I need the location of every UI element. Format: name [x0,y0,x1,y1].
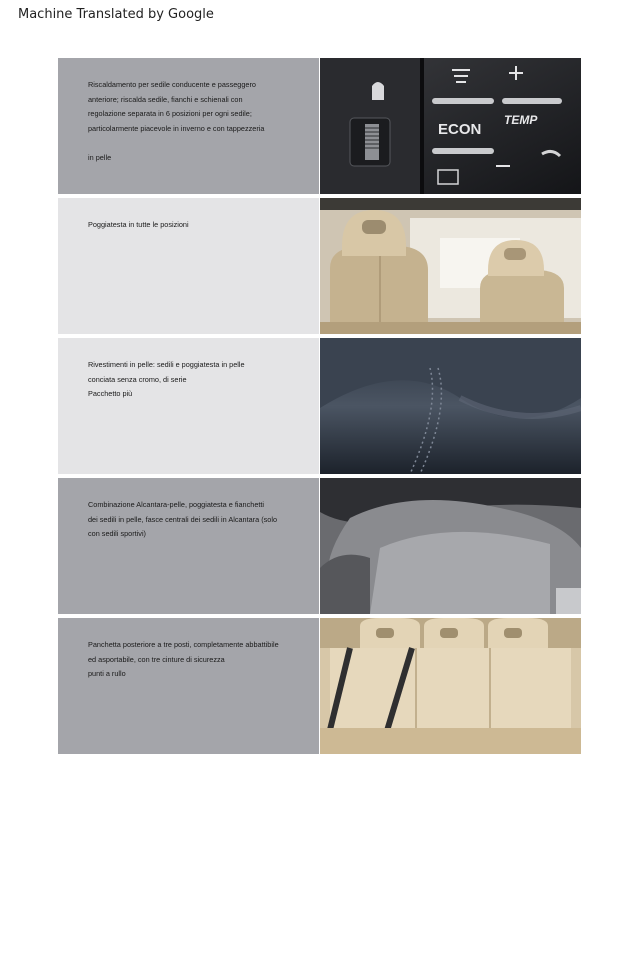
headrests-photo [320,198,581,334]
text-panel [58,618,319,754]
text-panel [58,58,319,194]
description-line: Panchetta posteriore a tre posti, completamente abbattibile [88,640,279,649]
econ-label: ECON [438,121,482,138]
temp-label: TEMP [504,113,538,127]
feature-description [88,638,303,682]
leather-stitching-photo [320,338,581,474]
feature-description [88,358,303,402]
description-line: anteriore; riscalda sedile, fianchi e schienali con [88,94,243,104]
description-line: regolazione separata in 6 posizioni per ogni sedile; [88,109,252,119]
feature-description [88,78,303,166]
description-line: Poggiatesta in tutte le posizioni [88,220,189,229]
description-line: Riscaldamento per sedile conducente e passeggero [88,80,256,89]
description-line: in pelle [88,152,112,162]
feature-description [88,218,303,233]
machine-translation-banner: Machine Translated by Google [18,7,214,22]
text-panel [58,338,319,474]
description-line: Pacchetto più [88,389,133,399]
description-line: conciata senza cromo, di serie [88,374,187,384]
rear-bench-photo [320,618,581,754]
text-panel [58,198,319,334]
feature-row-leather [58,338,581,474]
feature-description [88,498,303,542]
description-line: punti a rullo [88,669,126,679]
text-panel [58,478,319,614]
feature-row-rear-bench [58,618,581,754]
feature-row-headrests [58,198,581,334]
description-line: Rivestimenti in pelle: sedili e poggiatesta in pelle [88,360,245,369]
feature-row-alcantara [58,478,581,614]
alcantara-seat-photo [320,478,581,614]
seat-heating-controls-photo [320,58,581,194]
description-line [88,136,303,151]
description-line: Combinazione Alcantara-pelle, poggiatesta e fianchetti [88,500,265,509]
description-line: dei sedili in pelle, fasce centrali dei sedili in Alcantara (solo [88,514,278,524]
feature-row-seat-heating [58,58,581,194]
description-line: particolarmente piacevole in inverno e con tappezzeria [88,123,265,133]
description-line: con sedili sportivi) [88,529,146,539]
description-line: ed asportabile, con tre cinture di sicurezza [88,654,225,664]
